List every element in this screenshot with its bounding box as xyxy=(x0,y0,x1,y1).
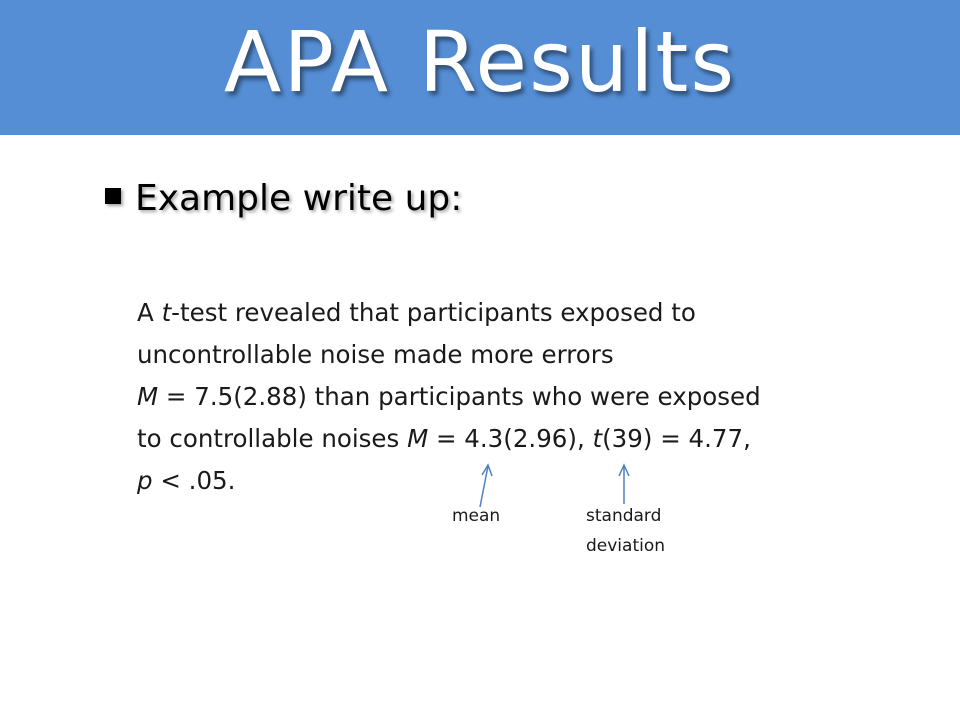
sd-arrow-icon xyxy=(619,465,629,504)
paragraph-line-5: p < .05. xyxy=(137,466,236,495)
bullet-label: Example write up: xyxy=(135,178,463,219)
mean-label: mean xyxy=(452,506,501,526)
mean-arrow-icon xyxy=(480,465,492,507)
paragraph-line-1: A t-test revealed that participants exposed to xyxy=(137,298,696,327)
paragraph-line-4: to controllable noises M = 4.3(2.96), t(39) = 4.77, xyxy=(137,424,751,453)
paragraph-line-3: M = 7.5(2.88) than participants who were exposed xyxy=(137,382,761,411)
sd-label-line-1: standard xyxy=(586,506,662,526)
paragraph-line-2: uncontrollable noise made more errors xyxy=(137,340,614,369)
slide-title: APA Results xyxy=(223,13,737,111)
sd-label-line-2: deviation xyxy=(586,536,666,556)
